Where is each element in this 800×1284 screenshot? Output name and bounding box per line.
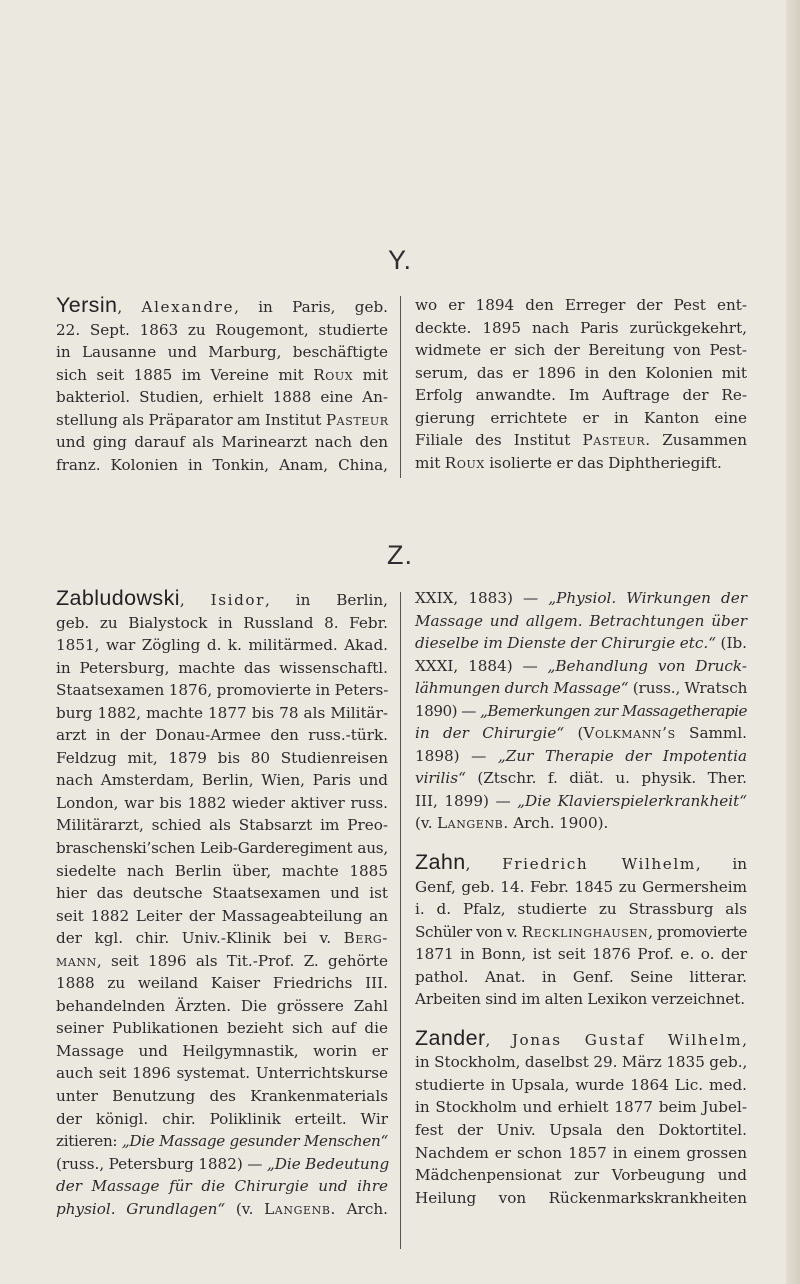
text-line bbox=[415, 1074, 747, 1097]
text-run: serum, das er 1896 in den Kolonien mit bbox=[415, 363, 747, 382]
text-run: Feldzug mit, 1879 bis 80 Studienreisen bbox=[56, 748, 388, 767]
text-run: bakteriol. Studien, erhielt 1888 eine An- bbox=[56, 388, 388, 407]
text-run: Arbeiten sind im alten Lexikon verzeichnet. bbox=[415, 990, 745, 1009]
text-line bbox=[56, 454, 388, 477]
text-line bbox=[415, 384, 747, 407]
column-z-right bbox=[415, 587, 747, 1209]
text-line bbox=[56, 995, 388, 1018]
text-run: seit 1882 Leiter der Massageabteilung an bbox=[56, 906, 388, 925]
text-line bbox=[415, 700, 747, 723]
text-line bbox=[415, 1051, 747, 1074]
text-run: unter Benutzung des Krankenmaterials bbox=[56, 1087, 388, 1106]
text-run: Samml. bbox=[675, 724, 747, 743]
entry-given-name: Isidor bbox=[210, 591, 266, 609]
text-run: fest der Univ. Upsala den Doktortitel. bbox=[415, 1121, 747, 1140]
text-line bbox=[56, 882, 388, 905]
text-line bbox=[56, 927, 388, 950]
text-run: . Zusammen bbox=[645, 431, 747, 450]
text-run: , in Paris, geb. bbox=[234, 298, 388, 316]
italic-title: in der Chirurgie“ bbox=[415, 724, 565, 743]
text-line bbox=[415, 898, 747, 921]
text-line bbox=[415, 812, 747, 835]
entry-headword: Zahn bbox=[415, 850, 466, 875]
text-run: XXIX, 1883) — bbox=[415, 589, 549, 607]
text-run: Genf, geb. 14. Febr. 1845 zu Germersheim bbox=[415, 877, 747, 896]
italic-title: „Bemerkungen zur Massagetherapie bbox=[480, 701, 747, 720]
italic-title: virilis“ bbox=[415, 769, 466, 788]
text-line bbox=[56, 747, 388, 770]
text-line bbox=[56, 612, 388, 635]
text-run: 22. Sept. 1863 zu Rougemont, studierte bbox=[56, 320, 388, 339]
section-letter-y: Y. bbox=[387, 245, 413, 275]
text-line bbox=[415, 943, 747, 966]
page-edge bbox=[786, 0, 800, 1284]
text-run: Arch. bbox=[335, 1199, 389, 1218]
text-run: (v. bbox=[415, 814, 437, 833]
text-run: Nachdem er schon 1857 in einem grossen bbox=[415, 1143, 747, 1162]
entry-given-name: Alexandre bbox=[141, 298, 235, 316]
small-caps-name: Berg- bbox=[343, 929, 388, 948]
text-line bbox=[56, 1085, 388, 1108]
column-y-right bbox=[415, 294, 747, 474]
text-line bbox=[56, 972, 388, 995]
text-run: 1898) — bbox=[415, 746, 498, 765]
text-run: widmete er sich der Bereitung von Pest- bbox=[415, 341, 747, 360]
italic-title: dieselbe im Dienste der Chirurgie etc.“ bbox=[415, 634, 716, 653]
text-run: i. d. Pfalz, studierte zu Strassburg als bbox=[415, 900, 747, 919]
italic-title: „Die Klavierspielerkrankheit“ bbox=[517, 791, 747, 810]
text-run: und ging darauf als Marinearzt nach den bbox=[56, 433, 388, 452]
column-divider-z bbox=[400, 592, 401, 1249]
italic-title: „Zur Therapie der Impotentia bbox=[497, 746, 748, 765]
text-line bbox=[56, 1153, 388, 1176]
text-line bbox=[415, 362, 747, 385]
text-line bbox=[56, 905, 388, 928]
text-run: , bbox=[465, 855, 503, 874]
text-run: zitieren: bbox=[56, 1132, 122, 1151]
text-run: , in Berlin, bbox=[265, 591, 388, 609]
text-line bbox=[56, 657, 388, 680]
text-line bbox=[415, 587, 747, 610]
italic-title: „Physiol. Wirkungen der bbox=[548, 589, 747, 607]
text-line bbox=[56, 1198, 388, 1221]
italic-title: Massage und allgem. Betrachtungen über bbox=[415, 611, 747, 630]
text-line bbox=[415, 722, 747, 745]
text-line bbox=[56, 724, 388, 747]
small-caps-name: Roux bbox=[313, 365, 354, 384]
text-run: , bbox=[742, 1030, 747, 1049]
text-run: burg 1882, machte 1877 bis 78 als Militär- bbox=[56, 703, 388, 722]
small-caps-name: Pasteur bbox=[582, 431, 646, 450]
text-line bbox=[56, 1108, 388, 1131]
text-line bbox=[415, 988, 747, 1011]
text-run: (Ztschr. f. diät. u. physik. Ther. bbox=[465, 769, 747, 788]
text-run: 1871 in Bonn, ist seit 1876 Prof. e. o. der bbox=[415, 945, 747, 964]
text-line bbox=[56, 386, 388, 409]
small-caps-name: Pasteur bbox=[325, 410, 389, 429]
text-run: (Ib. bbox=[715, 634, 748, 653]
text-line bbox=[415, 1164, 747, 1187]
text-line bbox=[415, 1027, 747, 1052]
text-line bbox=[56, 837, 388, 860]
text-run: geb. zu Bialystock in Russland 8. Febr. bbox=[56, 613, 388, 632]
text-run: mit bbox=[415, 453, 445, 472]
text-line bbox=[415, 632, 747, 655]
text-line bbox=[415, 876, 747, 899]
text-line bbox=[56, 431, 388, 454]
text-line bbox=[415, 407, 747, 430]
text-line bbox=[56, 860, 388, 883]
text-run: der kgl. chir. Univ.-Klinik bei v. bbox=[56, 929, 344, 948]
small-caps-name: Langenb. bbox=[436, 814, 509, 833]
text-run: Arch. 1900). bbox=[508, 814, 609, 833]
text-run: sich seit 1885 im Vereine mit bbox=[56, 365, 314, 384]
entry-headword: Yersin bbox=[56, 293, 118, 317]
column-z-left bbox=[56, 587, 388, 1220]
text-run: , seit 1896 als Tit.-Prof. Z. gehörte bbox=[96, 951, 388, 970]
small-caps-name: mann bbox=[56, 951, 97, 970]
text-run: ( bbox=[564, 724, 584, 743]
italic-title: lähmungen durch Massage“ bbox=[415, 679, 629, 698]
entry-headword: Zabludowski bbox=[56, 586, 180, 610]
text-line bbox=[415, 851, 747, 876]
text-line bbox=[415, 1187, 747, 1210]
text-run: , bbox=[117, 298, 142, 316]
text-line bbox=[56, 341, 388, 364]
text-run: pathol. Anat. in Genf. Seine litterar. bbox=[415, 967, 747, 986]
text-line bbox=[415, 429, 747, 452]
section-letter-z: Z. bbox=[387, 540, 413, 570]
text-line bbox=[56, 294, 388, 319]
text-line bbox=[56, 1040, 388, 1063]
text-line bbox=[56, 1017, 388, 1040]
text-run: , promovierte bbox=[648, 922, 747, 941]
text-run: deckte. 1895 nach Paris zurückgekehrt, bbox=[415, 318, 747, 337]
text-run: mit bbox=[353, 365, 388, 384]
text-run: (v. bbox=[225, 1199, 265, 1218]
text-line bbox=[56, 1130, 388, 1153]
text-line bbox=[56, 950, 388, 973]
text-run: 1890) — bbox=[415, 701, 481, 720]
small-caps-name: Roux bbox=[444, 453, 485, 472]
text-line bbox=[415, 610, 747, 633]
text-run: Massage und Heilgymnastik, worin er bbox=[56, 1041, 388, 1060]
column-y-left bbox=[56, 294, 388, 476]
text-line bbox=[415, 1119, 747, 1142]
text-line bbox=[415, 790, 747, 813]
italic-title: physiol. Grundlagen“ bbox=[56, 1199, 226, 1218]
text-line bbox=[415, 767, 747, 790]
text-line bbox=[56, 814, 388, 837]
entry-headword: Zander bbox=[415, 1025, 486, 1050]
text-run: nach Amsterdam, Berlin, Wien, Paris und bbox=[56, 771, 388, 790]
text-line bbox=[56, 409, 388, 432]
text-run: , in bbox=[695, 855, 747, 874]
text-line bbox=[56, 364, 388, 387]
text-run: arzt in der Donau-Armee den russ.-türk. bbox=[56, 726, 388, 745]
text-run: auch seit 1896 systemat. Unterrichtskurse bbox=[56, 1064, 388, 1083]
text-run: gierung errichtete er in Kanton eine bbox=[415, 408, 747, 427]
text-line bbox=[56, 792, 388, 815]
text-run: XXXI, 1884) — bbox=[415, 656, 548, 675]
text-line bbox=[415, 339, 747, 362]
text-run: in Petersburg, machte das wissenschaftl. bbox=[56, 658, 388, 677]
entry-given-name: Jonas Gustaf Wilhelm bbox=[511, 1030, 743, 1049]
text-line bbox=[56, 587, 388, 612]
text-run: studierte in Upsala, wurde 1864 Lic. med. bbox=[415, 1075, 747, 1094]
italic-title: „Die Bedeutung bbox=[266, 1154, 390, 1173]
column-divider-y bbox=[400, 296, 401, 478]
text-line bbox=[56, 319, 388, 342]
text-run: wo er 1894 den Erreger der Pest ent- bbox=[415, 296, 747, 314]
text-run: Staatsexamen 1876, promovierte in Peters- bbox=[56, 681, 389, 700]
text-line bbox=[56, 702, 388, 725]
italic-title: „Behandlung von Druck- bbox=[547, 656, 747, 675]
text-run: (russ., Petersburg 1882) — bbox=[56, 1154, 267, 1173]
text-line bbox=[415, 745, 747, 768]
text-line bbox=[415, 317, 747, 340]
text-run: Mädchenpensionat zur Vorbeugung und bbox=[415, 1166, 747, 1185]
text-run: siedelte nach Berlin über, machte 1885 bbox=[56, 861, 388, 880]
text-run: isolierte er das Diphtheriegift. bbox=[484, 453, 722, 472]
text-run: Schüler von v. bbox=[415, 922, 522, 941]
text-run: Heilung von Rückenmarkskrankheiten bbox=[415, 1188, 747, 1207]
text-run: franz. Kolonien in Tonkin, Anam, China, bbox=[56, 455, 388, 474]
text-line bbox=[415, 1096, 747, 1119]
text-run: 1851, war Zögling d. k. militärmed. Akad. bbox=[56, 636, 388, 655]
text-line bbox=[415, 966, 747, 989]
text-line bbox=[415, 1142, 747, 1165]
text-run: braschenski’schen Leib-Garderegiment aus, bbox=[56, 839, 388, 858]
text-line bbox=[56, 1062, 388, 1085]
text-run: in Stockholm, daselbst 29. März 1835 geb., bbox=[415, 1053, 748, 1072]
text-run: hier das deutsche Staatsexamen und ist bbox=[56, 884, 388, 903]
entry-given-name: Friedrich Wilhelm bbox=[502, 855, 696, 874]
text-run: Militärarzt, schied als Stabsarzt im Preo- bbox=[56, 816, 388, 835]
text-run: behandelnden Ärzten. Die grössere Zahl bbox=[56, 996, 388, 1015]
text-run: , bbox=[485, 1030, 512, 1049]
text-line bbox=[56, 769, 388, 792]
text-run: in Stockholm und erhielt 1877 beim Jubel- bbox=[415, 1098, 747, 1117]
text-run: (russ., Wratsch bbox=[628, 679, 748, 698]
text-line bbox=[56, 1175, 388, 1198]
text-line bbox=[415, 921, 747, 944]
italic-title: „Die Massage gesunder Menschen“ bbox=[121, 1132, 388, 1151]
text-run: der königl. chir. Poliklinik erteilt. Wir bbox=[56, 1109, 388, 1128]
italic-title: der Massage für die Chirurgie und ihre bbox=[56, 1177, 388, 1196]
text-run: seiner Publikationen bezieht sich auf die bbox=[56, 1019, 388, 1038]
text-run: 1888 zu weiland Kaiser Friedrichs III. bbox=[56, 974, 388, 993]
small-caps-name: Langenb. bbox=[264, 1199, 336, 1218]
text-run: , bbox=[179, 591, 211, 609]
text-run: London, war bis 1882 wieder aktiver russ. bbox=[56, 793, 388, 812]
text-run: in Lausanne und Marburg, beschäftigte bbox=[56, 343, 388, 362]
text-run: Filiale des Institut bbox=[415, 431, 583, 450]
text-run: stellung als Präparator am Institut bbox=[56, 410, 326, 429]
small-caps-name: Volkmann’s bbox=[583, 724, 676, 743]
text-line bbox=[415, 452, 747, 475]
text-line bbox=[415, 294, 747, 317]
small-caps-name: Recklinghausen bbox=[521, 922, 649, 941]
text-line bbox=[56, 634, 388, 657]
text-line bbox=[415, 655, 747, 678]
text-line bbox=[56, 679, 388, 702]
text-run: Erfolg anwandte. Im Auftrage der Re- bbox=[415, 386, 747, 405]
text-line bbox=[415, 677, 747, 700]
text-run: III, 1899) — bbox=[415, 791, 518, 810]
